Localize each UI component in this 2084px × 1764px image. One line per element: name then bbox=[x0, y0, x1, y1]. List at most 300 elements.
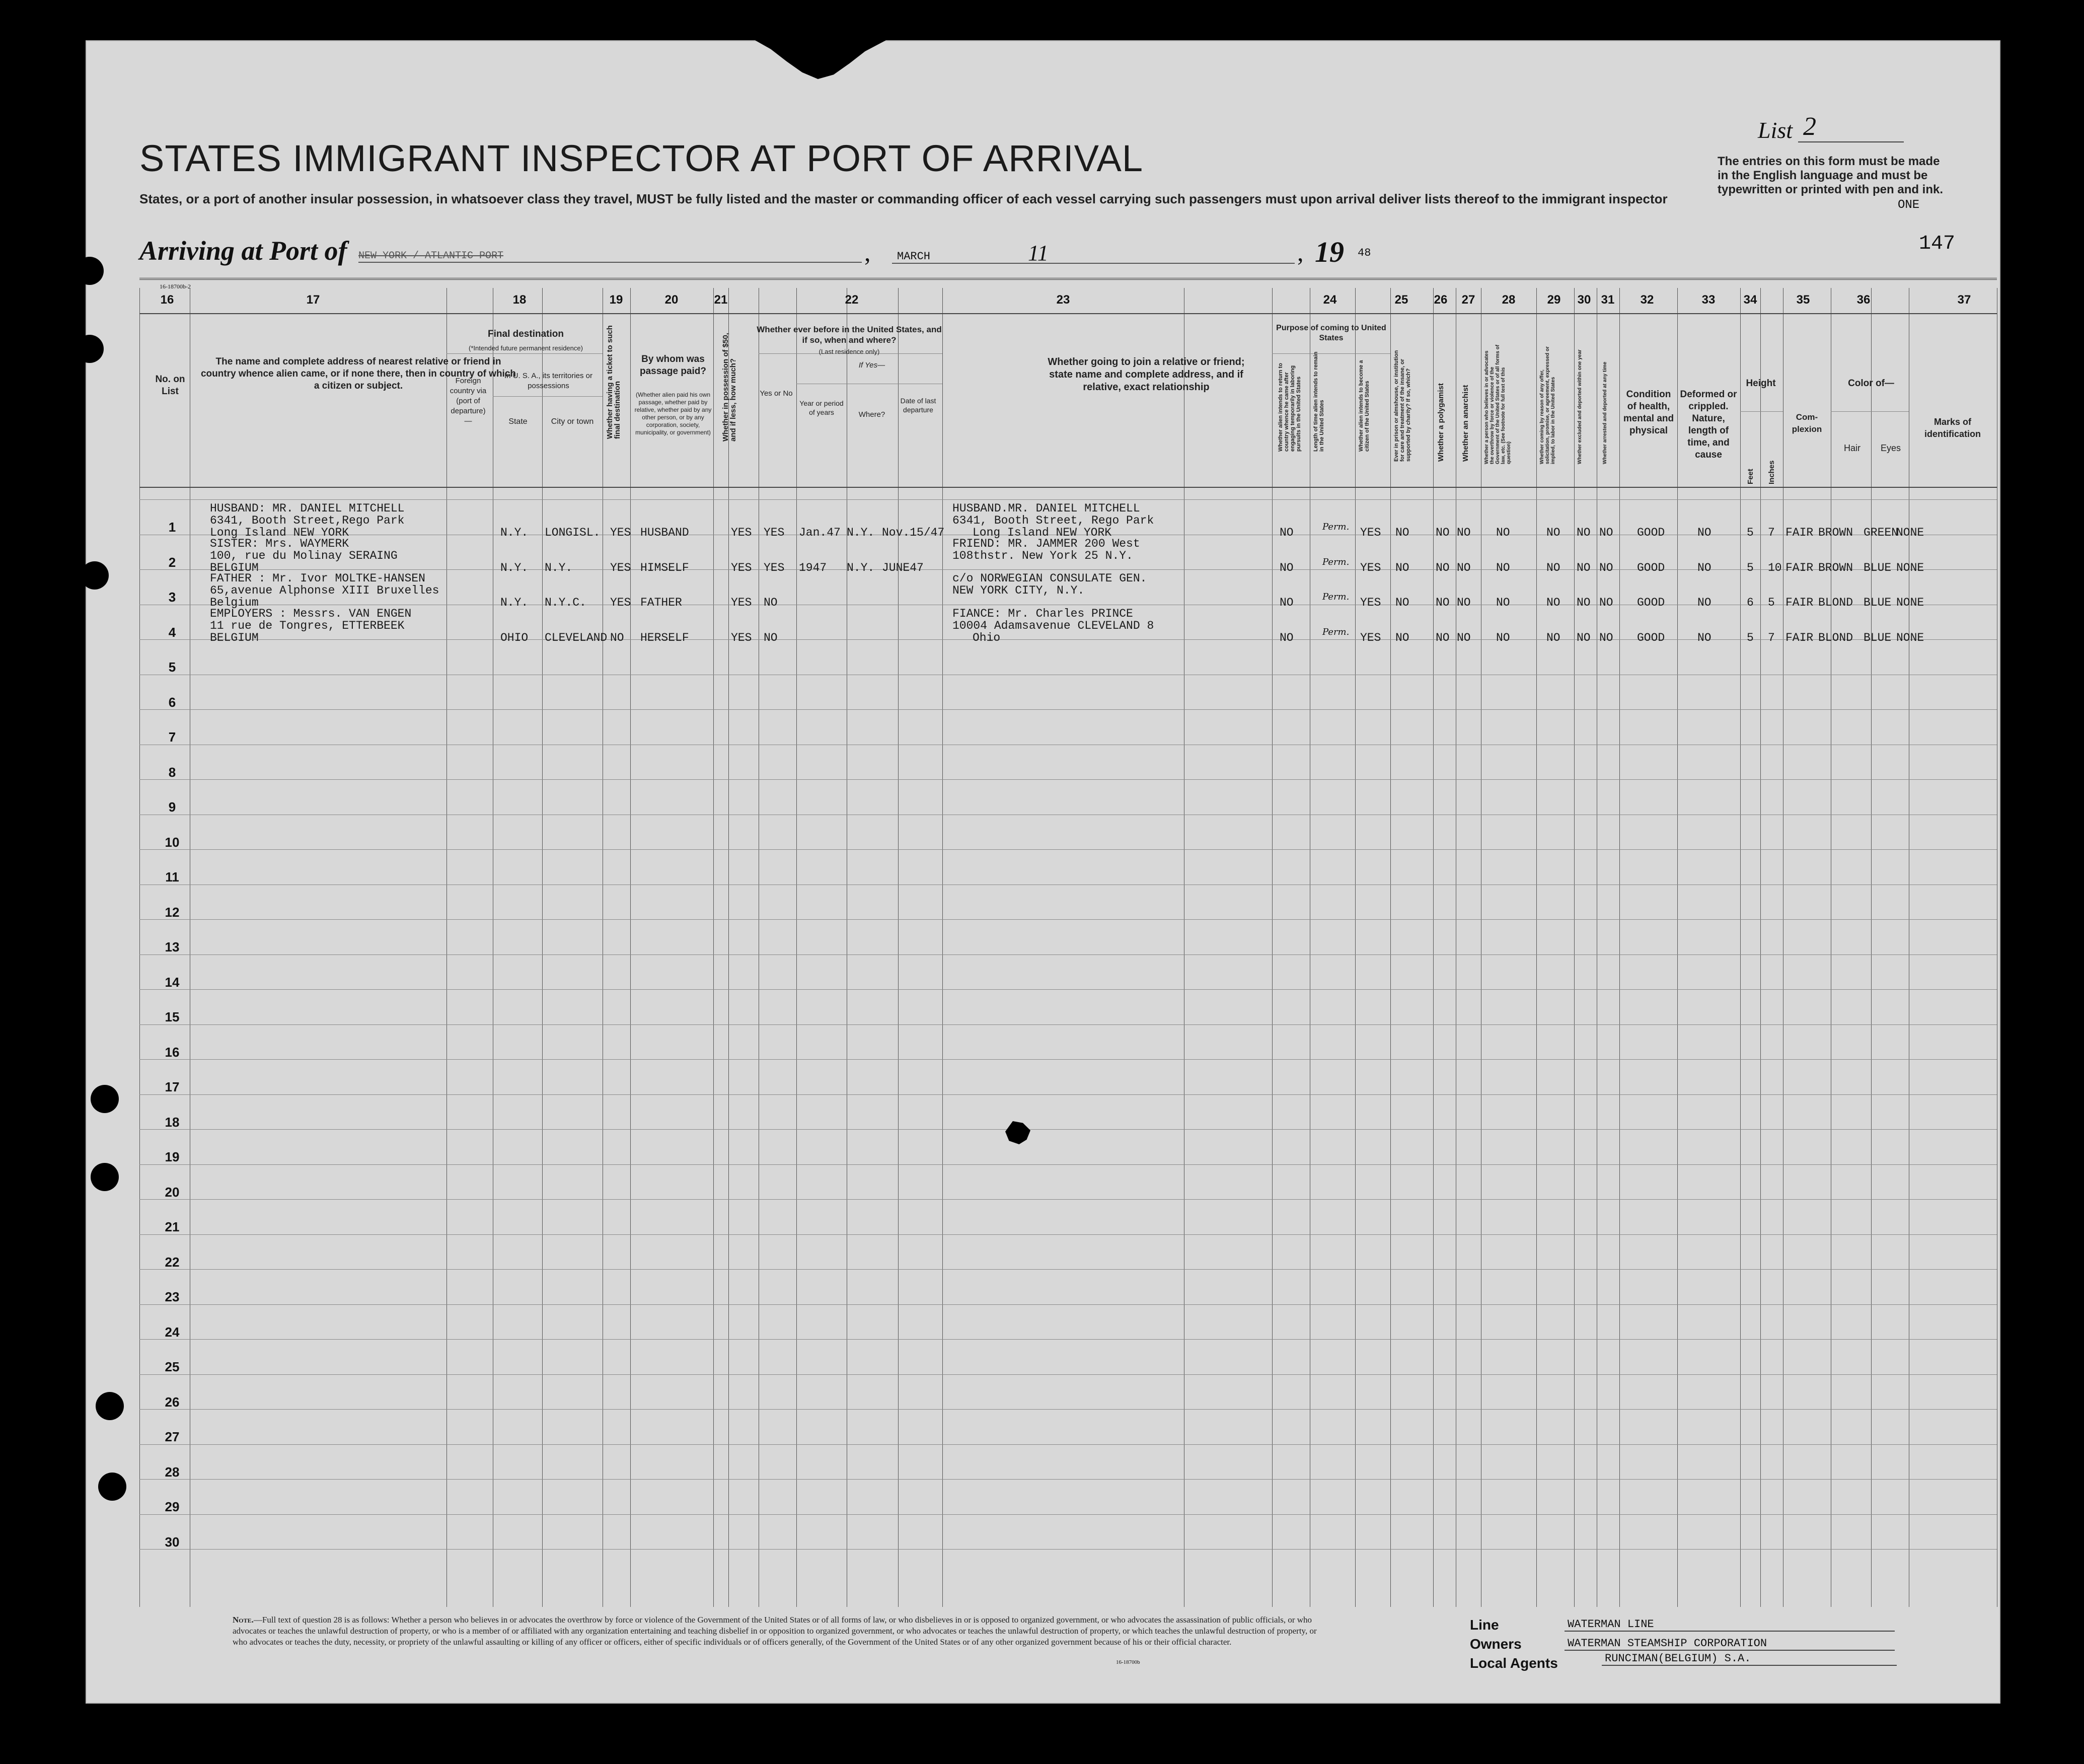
cell-relative-2: 11 rue de Tongres, ETTERBEEK bbox=[210, 619, 405, 632]
cell-join-2: 10004 Adamsavenue CLEVELAND 8 bbox=[952, 619, 1154, 632]
header-q30: Whether excluded and deported within one year bbox=[1577, 349, 1583, 464]
punch-hole bbox=[91, 1163, 119, 1191]
cell-eyes: BLUE bbox=[1864, 596, 1892, 609]
cell-q31: NO bbox=[1599, 526, 1613, 539]
column-rule bbox=[1355, 288, 1356, 1607]
cell-deformed: NO bbox=[1697, 561, 1711, 574]
row-rule bbox=[139, 1164, 1997, 1165]
form-instructions: The entries on this form must be made in the English language and must be typewritten or printed with pen and ink. bbox=[1718, 155, 1944, 196]
row-rule bbox=[139, 849, 1997, 850]
footnote-text: —Full text of question 28 is as follows: Whether a person who believes in or advocates the overthrow by force or violence of the Government of the United States or of all forms of law, or who disbelieves in or is opposed to organized government, or who advocates the assassination of public officials, or who advocates or teaches the unlawful destruction of property, or who is a member of or affiliated with any organization entertaining and teaching disbelief in or opposition to organized government, or who advocates or teaches the unlawful destruction of property, or which teaches the unlawful destruction of property, or who advocates or teaches the duty, necessity, or propriety of the unlawful assaulting or killing of any officer or officers, either of specific individuals or of officers generally, of the Government of the United States or of any other organized government because of his or their official character. bbox=[233, 1615, 1317, 1647]
column-number: 27 bbox=[1461, 293, 1475, 307]
cell-join-1: FRIEND: MR. JAMMER 200 West bbox=[952, 537, 1140, 550]
row-number: 4 bbox=[168, 624, 176, 640]
row-number: 6 bbox=[168, 694, 176, 710]
column-number: 37 bbox=[1957, 293, 1971, 307]
cell-q28: NO bbox=[1496, 561, 1510, 574]
punch-hole bbox=[81, 561, 109, 590]
row-rule bbox=[139, 1479, 1997, 1480]
header-q31: Whether arrested and deported at any time bbox=[1602, 361, 1608, 464]
row-rule bbox=[139, 1269, 1997, 1270]
cell-relative-2: 100, rue du Molinay SERAING bbox=[210, 549, 398, 562]
row-number: 12 bbox=[165, 904, 180, 920]
ink-blot bbox=[1005, 1121, 1030, 1144]
column-rule bbox=[139, 288, 140, 1607]
row-rule bbox=[139, 1234, 1997, 1235]
cell-relative-3: BELGIUM bbox=[210, 561, 259, 574]
cell-marks: NONE bbox=[1896, 631, 1924, 644]
row-rule bbox=[139, 1059, 1997, 1060]
cell-q28: NO bbox=[1496, 596, 1510, 609]
row-number: 24 bbox=[165, 1324, 180, 1340]
cell-citizen: YES bbox=[1360, 561, 1381, 574]
header-rule bbox=[139, 278, 1997, 280]
column-number: 22 bbox=[845, 293, 859, 307]
column-rule bbox=[728, 288, 729, 1607]
column-number: 33 bbox=[1701, 293, 1716, 307]
header-passage: By whom was passage paid? bbox=[640, 354, 706, 377]
column-rule bbox=[898, 288, 899, 1607]
cell-ticket: YES bbox=[610, 596, 631, 609]
row-number: 17 bbox=[165, 1079, 180, 1094]
cell-return: NO bbox=[1280, 561, 1294, 574]
row-rule bbox=[139, 1374, 1997, 1375]
row-rule bbox=[139, 709, 1997, 710]
cell-where: N.Y. bbox=[847, 561, 875, 574]
cell-city: N.Y.C. bbox=[545, 596, 586, 609]
column-number: 25 bbox=[1394, 293, 1408, 307]
row-number: 2 bbox=[168, 554, 176, 570]
cell-q29: NO bbox=[1546, 631, 1560, 644]
cell-join-1: FIANCE: Mr. Charles PRINCE bbox=[952, 607, 1133, 620]
header-marks: Marks of identification bbox=[1924, 417, 1981, 439]
punch-hole bbox=[76, 257, 104, 285]
cell-state: OHIO bbox=[500, 631, 529, 644]
cell-inches: 10 bbox=[1768, 561, 1782, 574]
cell-passage: HERSELF bbox=[640, 631, 689, 644]
row-rule bbox=[139, 1339, 1997, 1340]
header-sub-rule bbox=[1831, 411, 1909, 412]
punch-hole bbox=[98, 1473, 126, 1501]
cell-join-1: c/o NORWEGIAN CONSULATE GEN. bbox=[952, 572, 1147, 585]
cell-complexion: FAIR bbox=[1785, 596, 1814, 609]
header-final-destination: Final destination bbox=[488, 329, 564, 339]
column-rule bbox=[446, 288, 447, 1607]
cell-q30: NO bbox=[1577, 596, 1591, 609]
row-rule bbox=[139, 1199, 1997, 1200]
row-number: 23 bbox=[165, 1289, 180, 1304]
cell-health: GOOD bbox=[1637, 526, 1665, 539]
row-number: 25 bbox=[165, 1359, 180, 1374]
row-number: 20 bbox=[165, 1184, 180, 1200]
row-number: 1 bbox=[168, 520, 176, 535]
header-deformed: Deformed or crippled. Nature, length of time, and cause bbox=[1680, 389, 1737, 460]
header-anarchist: Whether an anarchist bbox=[1461, 385, 1470, 462]
column-rule bbox=[942, 288, 943, 1607]
cell-stay: Perm. bbox=[1322, 626, 1350, 637]
owners-value: WATERMAN STEAMSHIP CORPORATION bbox=[1565, 1637, 1895, 1651]
column-number: 23 bbox=[1056, 293, 1070, 307]
row-rule bbox=[139, 1304, 1997, 1305]
header-passage-note: (Whether alien paid his own passage, whether paid by relative, whether paid by any other person, or by any corporation, society, municipality, or government) bbox=[634, 391, 712, 436]
arrival-date-line bbox=[892, 241, 1295, 265]
row-rule bbox=[139, 1409, 1997, 1410]
cell-inches: 7 bbox=[1768, 526, 1775, 539]
cell-deformed: NO bbox=[1697, 596, 1711, 609]
cell-relative-2: 65,avenue Alphonse XIII Bruxelles bbox=[210, 584, 439, 597]
cell-citizen: YES bbox=[1360, 631, 1381, 644]
footer-form-number: 16-18700b bbox=[1116, 1659, 1140, 1665]
header-going-to-join: Whether going to join a relative or friend; state name and complete address, and if relative, exact relationship bbox=[1048, 356, 1245, 393]
punch-hole bbox=[55, 1392, 84, 1420]
header-ticket: Whether having a ticket to such final destination bbox=[606, 325, 622, 439]
header-q28: Whether a person who believes in or advocates the overthrow by force or violence of the Government of the United States or of all forms of law, etc. (See footnote for full text of this question) bbox=[1484, 344, 1512, 464]
header-fifty-dollars: Whether in possession of $50, and if less, how much? bbox=[721, 333, 737, 442]
owners-label: Owners bbox=[1470, 1636, 1522, 1652]
cell-ticket: YES bbox=[610, 526, 631, 539]
manifest-sheet bbox=[86, 40, 2000, 1704]
column-rule bbox=[1272, 288, 1273, 1607]
cell-join-1: HUSBAND.MR. DANIEL MITCHELL bbox=[952, 502, 1140, 515]
cell-stay: Perm. bbox=[1322, 592, 1350, 602]
cell-city: N.Y. bbox=[545, 561, 573, 574]
header-state: State bbox=[508, 417, 528, 426]
year-prefix: 19 bbox=[1315, 236, 1344, 268]
row-rule bbox=[139, 989, 1997, 990]
column-rule bbox=[713, 288, 714, 1607]
cell-relative-3: BELGIUM bbox=[210, 631, 259, 644]
cell-hair: BLOND bbox=[1818, 631, 1853, 644]
header-in-usa: In U. S. A., its territories or possessions bbox=[504, 372, 593, 390]
cell-q28: NO bbox=[1496, 631, 1510, 644]
cell-stay: Perm. bbox=[1322, 556, 1350, 567]
column-number: 18 bbox=[512, 293, 527, 307]
punch-hole bbox=[76, 335, 104, 363]
cell-stay: Perm. bbox=[1322, 522, 1350, 532]
cell-polygamist: NO bbox=[1436, 526, 1450, 539]
header-rule bbox=[139, 487, 1997, 488]
cell-anarchist: NO bbox=[1457, 631, 1471, 644]
row-rule bbox=[139, 1094, 1997, 1095]
line-value: WATERMAN LINE bbox=[1565, 1618, 1895, 1632]
cell-prison: NO bbox=[1395, 561, 1409, 574]
cell-eyes: BLUE bbox=[1864, 561, 1892, 574]
cell-prison: NO bbox=[1395, 526, 1409, 539]
header-last-residence: (Last residence only) bbox=[818, 348, 880, 355]
cell-deformed: NO bbox=[1697, 631, 1711, 644]
footnote bbox=[233, 1614, 1320, 1648]
punch-hole bbox=[91, 1085, 119, 1113]
comma: , bbox=[864, 238, 871, 266]
cell-relative-1: HUSBAND: MR. DANIEL MITCHELL bbox=[210, 502, 405, 515]
row-number: 18 bbox=[165, 1114, 180, 1130]
header-where: Where? bbox=[858, 410, 885, 419]
row-number: 19 bbox=[165, 1149, 180, 1164]
cell-return: NO bbox=[1280, 526, 1294, 539]
line-label: Line bbox=[1470, 1617, 1499, 1633]
row-number: 21 bbox=[165, 1219, 180, 1234]
cell-departure: Nov.15/47 bbox=[882, 526, 945, 539]
header-sub-rule bbox=[1740, 411, 1783, 412]
cell-join-2: 108thstr. New York 25 N.Y. bbox=[952, 549, 1133, 562]
cell-relative-1: SISTER: Mrs. WAYMERK bbox=[210, 537, 349, 550]
cell-q31: NO bbox=[1599, 631, 1613, 644]
column-number: 20 bbox=[664, 293, 679, 307]
column-rule bbox=[1433, 288, 1434, 1607]
header-purpose: Purpose of coming to United States bbox=[1276, 324, 1386, 342]
header-hair: Hair bbox=[1843, 443, 1860, 453]
footnote-label: Note. bbox=[233, 1615, 254, 1625]
header-relative-abroad: The name and complete address of nearest relative or friend in country whence alien came, or if none there, then in country of which a citizen or subject. bbox=[200, 356, 516, 391]
cell-hair: BLOND bbox=[1818, 596, 1853, 609]
row-number: 9 bbox=[168, 799, 176, 815]
cell-q30: NO bbox=[1577, 631, 1591, 644]
cell-period: 1947 bbox=[799, 561, 827, 574]
row-rule bbox=[139, 1444, 1997, 1445]
row-number: 28 bbox=[165, 1464, 180, 1480]
cell-relative-2: 6341, Booth Street,Rego Park bbox=[210, 514, 405, 527]
column-rule bbox=[1760, 288, 1761, 1607]
cell-city: LONGISL. bbox=[545, 526, 601, 539]
header-yes-or-no: Yes or No bbox=[760, 389, 793, 398]
cell-complexion: FAIR bbox=[1785, 526, 1814, 539]
cell-q30: NO bbox=[1577, 561, 1591, 574]
header-date-departure: Date of last departure bbox=[900, 397, 936, 414]
header-ever-before: Whether ever before in the United States, and if so, when and where? bbox=[757, 325, 942, 345]
cell-prison: NO bbox=[1395, 596, 1409, 609]
column-rule bbox=[1390, 288, 1391, 1607]
comma: , bbox=[1297, 238, 1304, 266]
header-year-period: Year or period of years bbox=[799, 399, 844, 416]
punch-hole bbox=[53, 1085, 81, 1113]
cell-inches: 5 bbox=[1768, 596, 1775, 609]
row-number: 3 bbox=[168, 590, 176, 605]
cell-passage: FATHER bbox=[640, 596, 682, 609]
arriving-label: Arriving at Port of bbox=[139, 236, 347, 266]
row-number: 15 bbox=[165, 1009, 180, 1024]
cell-return: NO bbox=[1280, 631, 1294, 644]
header-final-destination-note: (*Intended future permanent residence) bbox=[469, 344, 583, 352]
row-rule bbox=[139, 1514, 1997, 1515]
form-title: STATES IMMIGRANT INSPECTOR AT PORT OF ARRIVAL bbox=[139, 137, 1144, 179]
column-number: 31 bbox=[1601, 293, 1615, 307]
row-rule bbox=[139, 1549, 1997, 1550]
cell-citizen: YES bbox=[1360, 596, 1381, 609]
cell-state: N.Y. bbox=[500, 526, 529, 539]
page-number: 147 bbox=[1919, 233, 1956, 255]
cell-health: GOOD bbox=[1637, 596, 1665, 609]
cell-fifty: YES bbox=[731, 526, 752, 539]
cell-hair: BROWN bbox=[1818, 561, 1853, 574]
cell-fifty: YES bbox=[731, 631, 752, 644]
cell-anarchist: NO bbox=[1457, 596, 1471, 609]
cell-ticket: YES bbox=[610, 561, 631, 574]
cell-passage: HIMSELF bbox=[640, 561, 689, 574]
column-number: 19 bbox=[609, 293, 623, 307]
column-number: 35 bbox=[1796, 293, 1810, 307]
day-value: 11 bbox=[1028, 241, 1049, 265]
cell-relative-1: EMPLOYERS : Messrs. VAN ENGEN bbox=[210, 607, 412, 620]
cell-health: GOOD bbox=[1637, 631, 1665, 644]
cell-join-2: NEW YORK CITY, N.Y. bbox=[952, 584, 1085, 597]
cell-period: Jan.47 bbox=[799, 526, 841, 539]
punch-hole bbox=[35, 257, 63, 285]
cell-marks: NONE bbox=[1896, 561, 1924, 574]
punch-hole bbox=[50, 1163, 79, 1191]
column-number: 29 bbox=[1547, 293, 1561, 307]
row-number: 13 bbox=[165, 939, 180, 954]
cell-city: CLEVELAND bbox=[545, 631, 608, 644]
header-if-yes: If Yes— bbox=[858, 361, 885, 370]
row-number: 11 bbox=[165, 869, 179, 885]
header-sub-rule bbox=[493, 396, 603, 397]
header-complexion: Com-plexion bbox=[1792, 412, 1822, 434]
header-no-on-list: No. on List bbox=[155, 374, 185, 397]
port-value: NEW YORK / ATLANTIC PORT bbox=[358, 250, 862, 263]
cell-where: N.Y. bbox=[847, 526, 875, 539]
cell-relative-3: Long Island NEW YORK bbox=[210, 526, 349, 539]
column-number: 28 bbox=[1502, 293, 1516, 307]
header-purpose-return: Whether alien intends to return to country whence he came after engaging temporarily in laboring pursuits in the United States bbox=[1278, 362, 1302, 452]
cell-feet: 5 bbox=[1747, 561, 1754, 574]
row-number: 22 bbox=[165, 1254, 180, 1270]
cell-inches: 7 bbox=[1768, 631, 1775, 644]
row-rule bbox=[139, 1024, 1997, 1025]
row-rule bbox=[139, 779, 1997, 780]
cell-eyes: BLUE bbox=[1864, 631, 1892, 644]
cell-before: YES bbox=[764, 561, 785, 574]
cell-before: NO bbox=[764, 596, 778, 609]
punch-hole bbox=[40, 642, 68, 670]
header-purpose-citizen: Whether alien intends to become a citizen of the United States bbox=[1358, 360, 1370, 452]
list-one-stamp: ONE bbox=[1898, 198, 1920, 212]
cell-relative-3: Belgium bbox=[210, 596, 259, 609]
header-rule bbox=[139, 313, 1997, 314]
cell-fifty: YES bbox=[731, 596, 752, 609]
header-feet: Feet bbox=[1746, 469, 1755, 484]
header-condition: Condition of health, mental and physical bbox=[1623, 389, 1674, 436]
form-number: 16-18700b-2 bbox=[160, 283, 191, 290]
header-q29: Whether coming by reason of any offer, solicitation, promise, or agreement, expressed or implied, to labor in the United States bbox=[1539, 346, 1556, 464]
table-grid bbox=[87, 41, 1999, 1703]
column-number: 26 bbox=[1434, 293, 1448, 307]
header-foreign-country: Foreign country via (port of departure)— bbox=[450, 377, 487, 425]
cell-q29: NO bbox=[1546, 561, 1560, 574]
cell-q29: NO bbox=[1546, 526, 1560, 539]
form-subtitle: States, or a port of another insular possession, in whatsoever class they travel, MUST be fully listed and the master or commanding officer of each vessel carrying such passengers must upon arrival deliver lists thereof to the immigrant inspector bbox=[139, 191, 1668, 206]
cell-passage: HUSBAND bbox=[640, 526, 689, 539]
row-number: 5 bbox=[168, 659, 176, 675]
column-number: 34 bbox=[1743, 293, 1757, 307]
cell-departure: JUNE47 bbox=[882, 561, 924, 574]
column-rule bbox=[1740, 288, 1741, 1607]
cell-state: N.Y. bbox=[500, 561, 529, 574]
row-number: 14 bbox=[165, 974, 180, 990]
header-city: City or town bbox=[551, 417, 594, 426]
row-number: 16 bbox=[165, 1044, 180, 1060]
cell-return: NO bbox=[1280, 596, 1294, 609]
cell-q28: NO bbox=[1496, 526, 1510, 539]
header-height: Height bbox=[1746, 378, 1776, 389]
column-number: 24 bbox=[1323, 293, 1337, 307]
row-rule bbox=[139, 919, 1997, 920]
cell-anarchist: NO bbox=[1457, 526, 1471, 539]
row-number: 10 bbox=[165, 834, 180, 850]
cell-citizen: YES bbox=[1360, 526, 1381, 539]
header-prison: Ever in prison or almshouse, or institution for care and treatment of the insane, or supported by charity? If so, which? bbox=[1393, 350, 1411, 462]
column-rule bbox=[1677, 288, 1678, 1607]
row-rule bbox=[139, 499, 1997, 500]
cell-before: NO bbox=[764, 631, 778, 644]
cell-q29: NO bbox=[1546, 596, 1560, 609]
column-number: 16 bbox=[160, 293, 174, 307]
list-label: List bbox=[1758, 117, 1793, 143]
cell-eyes: GREEN bbox=[1864, 526, 1899, 539]
cell-complexion: FAIR bbox=[1785, 561, 1814, 574]
header-polygamist: Whether a polygamist bbox=[1437, 383, 1445, 462]
column-rule bbox=[1536, 288, 1537, 1607]
column-rule bbox=[796, 288, 797, 1607]
column-rule bbox=[630, 288, 631, 1607]
punch-hole bbox=[96, 1392, 124, 1420]
cell-hair: BROWN bbox=[1818, 526, 1853, 539]
row-number: 30 bbox=[165, 1534, 180, 1550]
column-number: 30 bbox=[1577, 293, 1591, 307]
cell-q30: NO bbox=[1577, 526, 1591, 539]
cell-ticket: NO bbox=[610, 631, 624, 644]
cell-polygamist: NO bbox=[1436, 561, 1450, 574]
punch-hole bbox=[55, 1473, 84, 1501]
row-rule bbox=[139, 639, 1997, 640]
cell-feet: 5 bbox=[1747, 631, 1754, 644]
header-eyes: Eyes bbox=[1880, 443, 1901, 453]
column-number: 17 bbox=[306, 293, 320, 307]
row-number: 29 bbox=[165, 1499, 180, 1514]
row-number: 26 bbox=[165, 1394, 180, 1410]
column-rule bbox=[1574, 288, 1575, 1607]
cell-marks: NONE bbox=[1896, 596, 1924, 609]
list-value: 2 bbox=[1798, 112, 1904, 142]
cell-join-3: Ohio bbox=[973, 631, 1001, 644]
cell-feet: 6 bbox=[1747, 596, 1754, 609]
cell-before: YES bbox=[764, 526, 785, 539]
row-rule bbox=[139, 954, 1997, 955]
column-rule bbox=[1871, 288, 1872, 1607]
local-agents-label: Local Agents bbox=[1470, 1655, 1558, 1671]
cell-relative-1: FATHER : Mr. Ivor MOLTKE-HANSEN bbox=[210, 572, 425, 585]
cell-prison: NO bbox=[1395, 631, 1409, 644]
header-purpose-stay: Length of time alien intends to remain in the United States bbox=[1313, 351, 1325, 452]
year-suffix: 48 bbox=[1358, 247, 1371, 259]
column-number: 32 bbox=[1640, 293, 1654, 307]
cell-fifty: YES bbox=[731, 561, 752, 574]
cell-marks: NONE bbox=[1896, 526, 1924, 539]
header-inches: Inches bbox=[1767, 460, 1776, 484]
column-number: 36 bbox=[1856, 293, 1871, 307]
row-number: 7 bbox=[168, 729, 176, 745]
row-rule bbox=[139, 1129, 1997, 1130]
cell-anarchist: NO bbox=[1457, 561, 1471, 574]
punch-hole bbox=[35, 335, 63, 363]
row-rule bbox=[139, 569, 1997, 570]
cell-health: GOOD bbox=[1637, 561, 1665, 574]
cell-join-3: Long Island NEW YORK bbox=[973, 526, 1112, 539]
punch-hole bbox=[40, 561, 68, 590]
row-number: 27 bbox=[165, 1429, 180, 1444]
cell-join-2: 6341, Booth Street, Rego Park bbox=[952, 514, 1154, 527]
cell-q31: NO bbox=[1599, 596, 1613, 609]
cell-complexion: FAIR bbox=[1785, 631, 1814, 644]
